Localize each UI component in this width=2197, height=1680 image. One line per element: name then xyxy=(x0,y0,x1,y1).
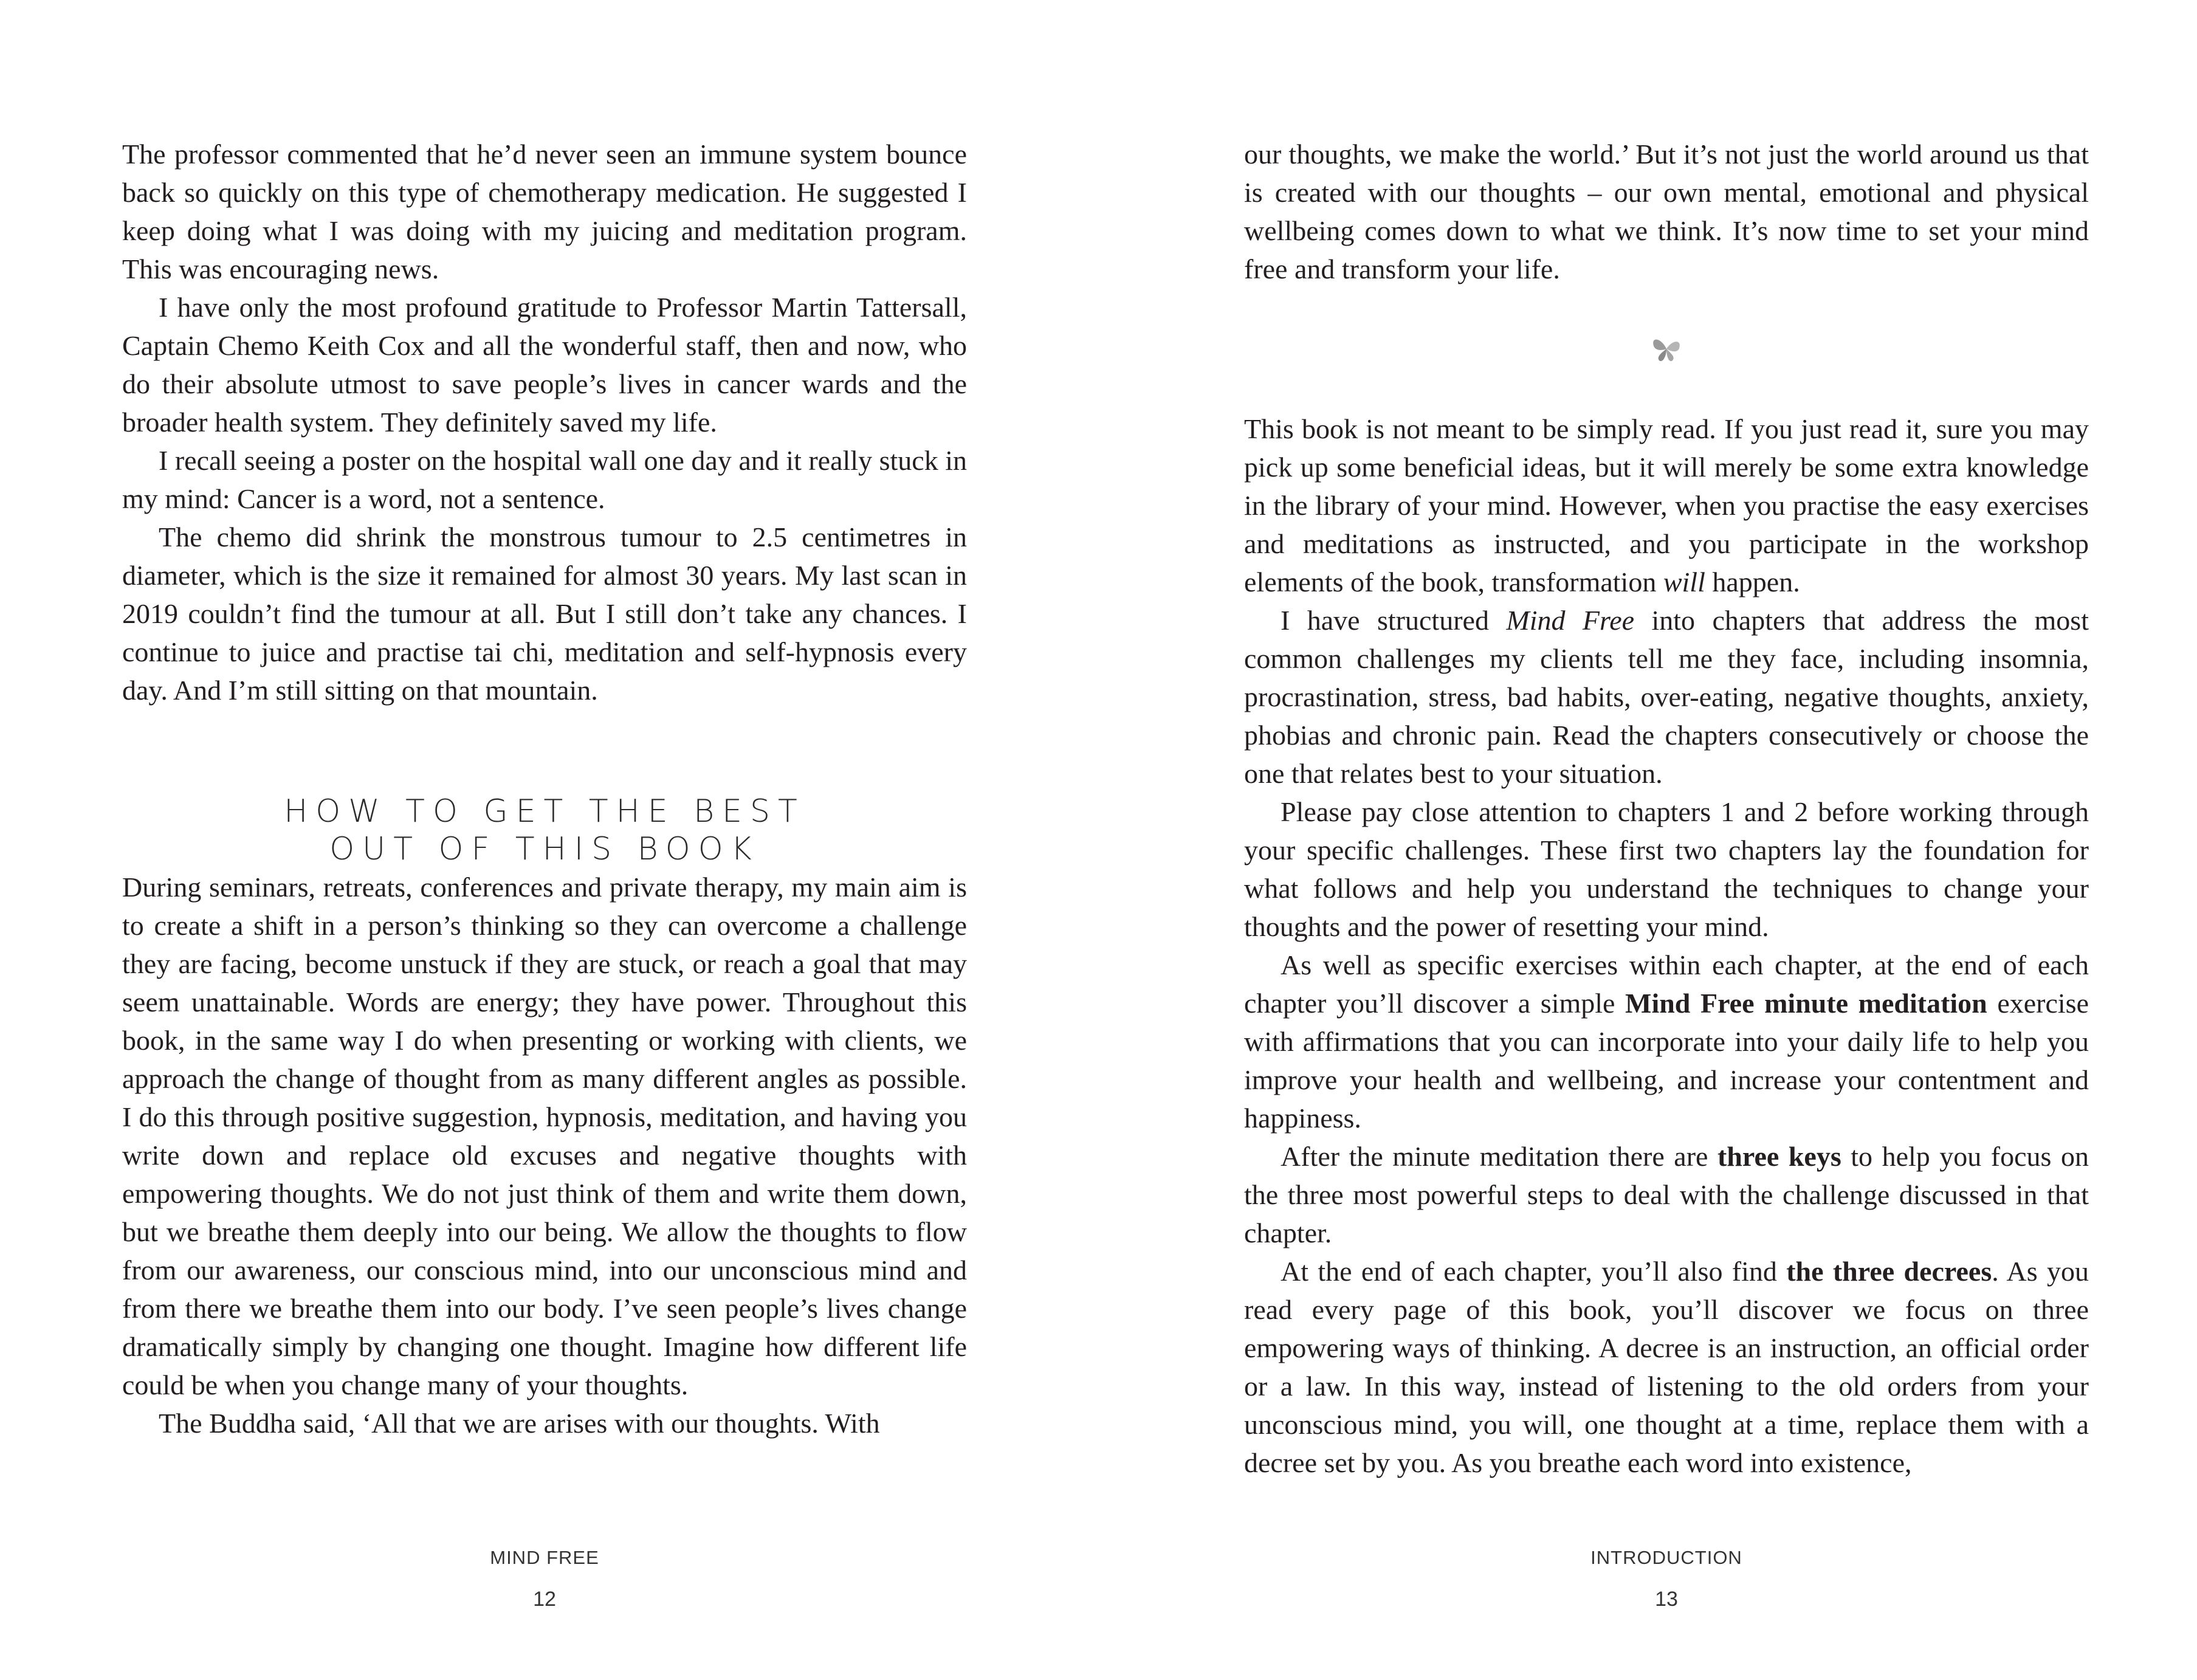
bold-term: three keys xyxy=(1717,1141,1841,1172)
text-run: exercise with affirmations that you can incorporate into your daily life to help you improve your health and wellbeing, and increase your contentment and happiness. xyxy=(1244,988,2089,1134)
right-page xyxy=(1244,0,2089,1680)
body-paragraph xyxy=(1244,410,2089,601)
butterfly-icon xyxy=(1649,331,1684,367)
text-run: This book is not meant to be simply read. If you just read it, sure you may pick up some beneficial ideas, but it will merely be some extra knowledge in the library of your mind. However, when you practise the easy exercises and meditations as instructed, and you participate in the workshop elements of the book, transformation xyxy=(1244,413,2089,597)
text-run: As well as specific exercises within each chapter, at the end of each chapter you’ll discover a simple xyxy=(1244,949,2089,1019)
text-run: into chapters that address the most common challenges my clients tell me they face, including insomnia, procrastination, stress, bad habits, over-eating, negative thoughts, anxiety, phobias and chronic pain. Read the chapters consecutively or choose the one that relates best to your situation. xyxy=(1244,605,2089,789)
body-paragraph: our thoughts, we make the world.’ But it’s not just the world around us that is created with our thoughts – our own mental, emotional and physical wellbeing comes down to what we think. It’s now time to set your mind free and transform your life. xyxy=(1244,139,2089,284)
text-run: . As you read every page of this book, you’ll discover we focus on three empowering ways of thinking. A decree is an instruction, an official order or a law. In this way, instead of listening to the old orders from your unconscious mind, you will, one thought at a time, replace them with a decree set by you. As you breathe each word into existence, xyxy=(1244,1256,2089,1478)
body-paragraph: The professor commented that he’d never seen an immune system bounce back so quickly on this type of chemotherapy medication. He suggested I keep doing what I was doing with my juicing and meditation program. This was encouraging news. xyxy=(122,139,967,284)
right-page-footer xyxy=(1244,1546,2089,1614)
bold-term: Mind Free minute meditation xyxy=(1625,988,1987,1019)
section-heading-line-1: HOW TO GET THE BEST xyxy=(284,793,805,830)
text-run: I have structured xyxy=(1281,605,1507,636)
text-run: happen. xyxy=(1705,566,1800,597)
book-title-text: Mind Free xyxy=(1506,605,1635,636)
body-paragraph: The Buddha said, ‘All that we are arises with our thoughts. With xyxy=(159,1408,880,1439)
emphasis-text: will xyxy=(1663,566,1705,597)
body-paragraph: During seminars, retreats, conferences and private therapy, my main aim is to create a shift in a person’s thinking so they can overcome a challenge they are facing, become unstuck if they are stuck, or reach a goal that may seem unattainable. Words are energy; they have power. Throughout this book, in the same way I do when presenting or working with clients, we approach the change of thought from as many different angles as possible. I do this through positive suggestion, hypnosis, meditation, and having you write down and replace old excuses and negative thoughts with empowering thoughts. We do not just think of them and write them down, but we breathe them deeply into our being. We allow the thoughts to flow from our awareness, our conscious mind, into our unconscious mind and from there we breathe them into our body. I’ve seen people’s lives change dramatically simply by changing one thought. Imagine how different life could be when you change many of your thoughts. xyxy=(122,872,967,1400)
running-head: MIND FREE xyxy=(490,1547,599,1568)
section-heading-line-2: OUT OF THIS BOOK xyxy=(329,831,760,867)
running-head: INTRODUCTION xyxy=(1590,1547,1742,1568)
text-run: After the minute meditation there are xyxy=(1281,1141,1717,1172)
body-paragraph: I recall seeing a poster on the hospital wall one day and it really stuck in my mind: Cancer is a word, not a sentence. xyxy=(122,445,967,514)
body-paragraph xyxy=(1244,601,2089,793)
left-page-footer xyxy=(122,1546,967,1614)
body-paragraph xyxy=(1244,1137,2089,1252)
section-heading xyxy=(122,709,967,868)
left-page-body xyxy=(122,135,967,1442)
text-run: At the end of each chapter, you’ll also find xyxy=(1281,1256,1787,1287)
right-page-body xyxy=(1244,135,2089,1482)
body-paragraph: The chemo did shrink the monstrous tumour to 2.5 centimetres in diameter, which is the size it remained for almost 30 years. My last scan in 2019 couldn’t find the tumour at all. But I still don’t take any chances. I continue to juice and practise tai chi, meditation and self-hypnosis every day. And I’m still sitting on that mountain. xyxy=(122,522,967,706)
left-page xyxy=(122,0,967,1680)
body-paragraph: Please pay close attention to chapters 1 and 2 before working through your specific challenges. These first two chapters lay the foundation for what follows and help you understand the techniques to change your thoughts and the power of resetting your mind. xyxy=(1244,796,2089,942)
body-paragraph xyxy=(1244,1252,2089,1482)
body-paragraph: I have only the most profound gratitude to Professor Martin Tattersall, Captain Chemo Keith Cox and all the wonderful staff, then and now, who do their absolute utmost to save people’s lives in cancer wards and the broader health system. They definitely saved my life. xyxy=(122,292,967,438)
body-paragraph xyxy=(1244,946,2089,1137)
page-number: 12 xyxy=(533,1588,556,1611)
text-run: to help you focus on the three most powerful steps to deal with the challenge discussed in that chapter. xyxy=(1244,1141,2089,1248)
bold-term: the three decrees xyxy=(1786,1256,1992,1287)
section-break-ornament xyxy=(1244,288,2089,410)
page-number: 13 xyxy=(1655,1588,1678,1611)
